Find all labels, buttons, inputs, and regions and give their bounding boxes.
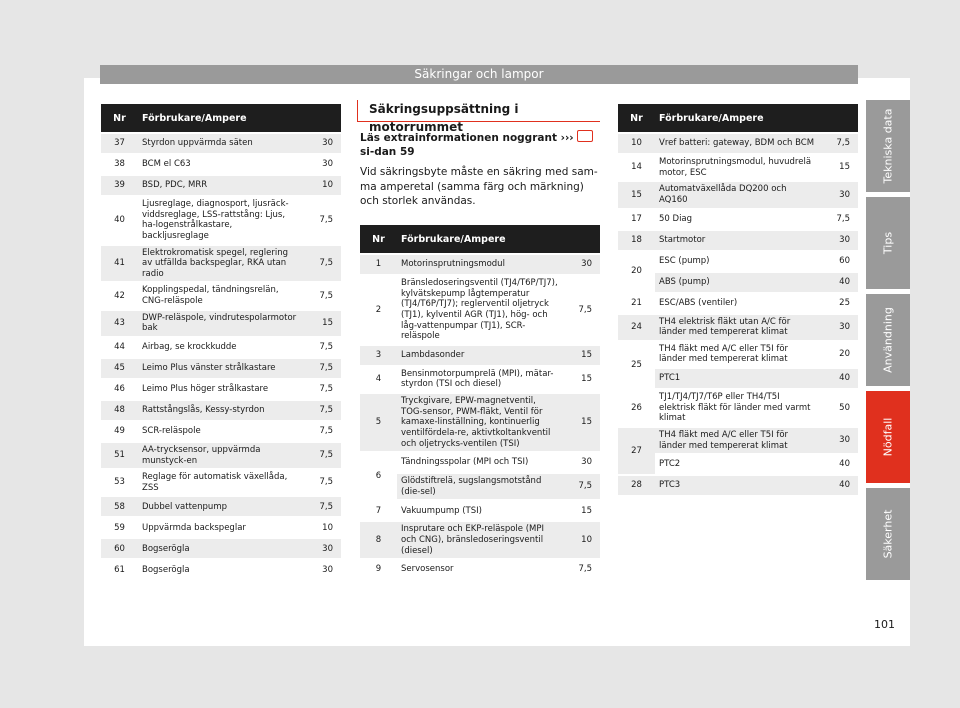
fuse-consumer: TH4 elektrisk fläkt utan A/C för länder med tempererat klimat: [655, 315, 821, 340]
tab-tekniska-data[interactable]: Tekniska data: [866, 100, 910, 192]
fuse-nr: 9: [360, 560, 397, 579]
fuse-nr: 46: [101, 380, 138, 399]
table-row: [360, 522, 600, 558]
intro-bold: Läs extrainformationen noggrant: [360, 132, 557, 144]
table-row: [101, 197, 341, 244]
fuse-nr: 1: [360, 255, 397, 274]
fuse-ampere: 20: [821, 342, 858, 367]
chapter-header: Säkringar och lampor: [100, 65, 858, 84]
fuse-ampere: 30: [304, 560, 341, 579]
fuse-consumer: Dubbel vattenpump: [138, 497, 304, 516]
fuse-ampere: 7,5: [304, 283, 341, 308]
col-consumer: Förbrukare/Ampere: [655, 104, 858, 132]
table-row: [618, 315, 858, 340]
fuse-nr: 27: [618, 428, 655, 474]
fuse-ampere: 30: [304, 539, 341, 558]
fuse-nr: 26: [618, 390, 655, 426]
fuse-ampere: 7,5: [304, 338, 341, 357]
fuse-consumer: Lambdasonder: [397, 346, 563, 365]
fuse-ampere: 7,5: [821, 134, 858, 153]
fuse-ampere: 7,5: [304, 359, 341, 378]
fuse-nr: 44: [101, 338, 138, 357]
fuse-ampere: 7,5: [304, 246, 341, 282]
table-row: [360, 276, 600, 344]
table-row: [618, 182, 858, 207]
fuse-nr: 14: [618, 155, 655, 180]
fuse-nr: 3: [360, 346, 397, 365]
fuse-consumer: Glödstiftrelä, sugslangsmotstånd (die-sel): [397, 474, 563, 499]
col-nr: Nr: [360, 225, 397, 253]
fuse-ampere: 7,5: [821, 210, 858, 229]
fuse-ampere: 15: [304, 311, 341, 336]
col-consumer: Förbrukare/Ampere: [138, 104, 341, 132]
table-row: [360, 453, 600, 472]
fuse-ampere: 25: [821, 294, 858, 313]
table-row: [101, 470, 341, 495]
fuse-consumer: ESC (pump): [655, 252, 821, 271]
fuse-consumer: TH4 fläkt med A/C eller T5I för länder med tempererat klimat: [655, 342, 821, 367]
fuse-nr: 15: [618, 182, 655, 207]
fuse-ampere: 30: [563, 255, 600, 274]
col-nr: Nr: [618, 104, 655, 132]
fuse-ampere: 7,5: [563, 474, 600, 499]
fuse-ampere: 40: [821, 369, 858, 388]
intro-paragraph: Vid säkringsbyte måste en säkring med sam-ma amperetal (samma färg och märkning) och storlek användas.: [360, 166, 598, 207]
fuse-nr: 20: [618, 252, 655, 292]
fuse-ampere: 30: [304, 155, 341, 174]
fuse-ampere: 7,5: [304, 470, 341, 495]
fuse-nr: 58: [101, 497, 138, 516]
fuse-consumer: AA-trycksensor, uppvärmda munstyck-en: [138, 443, 304, 468]
table-row: [101, 134, 341, 153]
fuse-ampere: 15: [821, 155, 858, 180]
fuse-nr: 53: [101, 470, 138, 495]
fuse-consumer: Tändningsspolar (MPI och TSI): [397, 453, 563, 472]
fuse-consumer: PTC3: [655, 476, 821, 495]
table-row: [618, 134, 858, 153]
fuse-nr: 10: [618, 134, 655, 153]
fuse-consumer: Rattstångslås, Kessy-styrdon: [138, 401, 304, 420]
fuse-nr: 38: [101, 155, 138, 174]
fuse-ampere: 7,5: [304, 497, 341, 516]
fuse-nr: 42: [101, 283, 138, 308]
table-row: [101, 380, 341, 399]
fuse-consumer: Reglage för automatisk växellåda, ZSS: [138, 470, 304, 495]
fuse-nr: 61: [101, 560, 138, 579]
table-row: [101, 497, 341, 516]
fuse-consumer: Automatväxellåda DQ200 och AQ160: [655, 182, 821, 207]
fuse-nr: 37: [101, 134, 138, 153]
table-row: [101, 338, 341, 357]
table-row: [101, 518, 341, 537]
fuse-ampere: 30: [304, 134, 341, 153]
fuse-ampere: 15: [563, 394, 600, 451]
fuse-nr: 24: [618, 315, 655, 340]
fuse-nr: 4: [360, 367, 397, 392]
table-row: [618, 476, 858, 495]
table-row: [618, 428, 858, 453]
fuse-consumer: Elektrokromatisk spegel, reglering av utfällda backspeglar, RKA utan radio: [138, 246, 304, 282]
fuse-nr: 41: [101, 246, 138, 282]
fuse-consumer: ESC/ABS (ventiler): [655, 294, 821, 313]
table-row: [360, 394, 600, 451]
fuse-consumer: Kopplingspedal, tändningsrelän, CNG-reläspole: [138, 283, 304, 308]
fuse-consumer: Startmotor: [655, 231, 821, 250]
fuse-ampere: 7,5: [304, 197, 341, 244]
table-row: [360, 367, 600, 392]
fuse-consumer: PTC1: [655, 369, 821, 388]
fuse-ampere: 7,5: [304, 443, 341, 468]
warning-icon: [577, 130, 593, 142]
fuse-consumer: 50 Diag: [655, 210, 821, 229]
fuse-consumer: BCM el C63: [138, 155, 304, 174]
table-row: [101, 443, 341, 468]
fuse-ampere: 15: [563, 501, 600, 520]
fuse-consumer: PTC2: [655, 455, 821, 474]
fuse-consumer: Uppvärmda backspeglar: [138, 518, 304, 537]
chapter-tabs: [866, 100, 910, 585]
fuse-consumer: Tryckgivare, EPW-magnetventil, TOG-sensor, PWM-fläkt, Ventil för kamaxe-linställning, kontinuerlig ventilfördela-re, aktivtkoltankventil och oljetrycks-ventilen (TSI): [397, 394, 563, 451]
fuse-ampere: 30: [563, 453, 600, 472]
fuse-nr: 48: [101, 401, 138, 420]
table-row: [101, 539, 341, 558]
table-row: [360, 255, 600, 274]
fuse-table-right: [618, 102, 858, 497]
fuse-consumer: SCR-reläspole: [138, 422, 304, 441]
fuse-nr: 60: [101, 539, 138, 558]
table-row: [360, 501, 600, 520]
tab-tips[interactable]: Tips: [866, 197, 910, 289]
fuse-consumer: Bensinmotorpumprelä (MPI), mätar-styrdon (TSI och diesel): [397, 367, 563, 392]
fuse-table-left: [101, 102, 341, 581]
table-row: [618, 294, 858, 313]
fuse-ampere: 7,5: [304, 422, 341, 441]
fuse-consumer: ABS (pump): [655, 273, 821, 292]
fuse-ampere: 10: [304, 518, 341, 537]
fuse-nr: 21: [618, 294, 655, 313]
tab-anvandning[interactable]: Användning: [866, 294, 910, 386]
fuse-ampere: 40: [821, 476, 858, 495]
intro-tail: si-dan 59: [360, 146, 415, 159]
page-number: 101: [874, 618, 895, 631]
col-consumer: Förbrukare/Ampere: [397, 225, 600, 253]
fuse-ampere: 15: [563, 346, 600, 365]
fuse-nr: 7: [360, 501, 397, 520]
fuse-ampere: 30: [821, 231, 858, 250]
fuse-consumer: Ljusreglage, diagnosport, ljusräck-viddsreglage, LSS-rattstång: Ljus, ha-logenstrålkastare, backljusreglage: [138, 197, 304, 244]
fuse-consumer: Styrdon uppvärmda säten: [138, 134, 304, 153]
table-row: [618, 231, 858, 250]
fuse-consumer: Motorinsprutningsmodul: [397, 255, 563, 274]
fuse-ampere: 10: [563, 522, 600, 558]
fuse-ampere: 30: [821, 315, 858, 340]
fuse-ampere: 50: [821, 390, 858, 426]
fuse-nr: 39: [101, 176, 138, 195]
fuse-ampere: 7,5: [304, 380, 341, 399]
fuse-ampere: 40: [821, 455, 858, 474]
table-row: [101, 155, 341, 174]
table-row: [618, 390, 858, 426]
fuse-consumer: Leimo Plus höger strålkastare: [138, 380, 304, 399]
fuse-nr: 59: [101, 518, 138, 537]
col-nr: Nr: [101, 104, 138, 132]
table-row: [360, 346, 600, 365]
table-row: [101, 359, 341, 378]
fuse-consumer: Airbag, se krockkudde: [138, 338, 304, 357]
fuse-nr: 49: [101, 422, 138, 441]
fuse-nr: 51: [101, 443, 138, 468]
fuse-consumer: Servosensor: [397, 560, 563, 579]
fuse-nr: 18: [618, 231, 655, 250]
intro-arrows: ›››: [560, 132, 574, 144]
intro-text-block: [360, 130, 600, 214]
fuse-table-middle: [360, 223, 600, 581]
table-row: [618, 210, 858, 229]
table-row: [101, 560, 341, 579]
fuse-nr: 5: [360, 394, 397, 451]
fuse-consumer: Insprutare och EKP-reläspole (MPI och CNG), bränsledoseringsventil (diesel): [397, 522, 563, 558]
fuse-consumer: Leimo Plus vänster strålkastare: [138, 359, 304, 378]
section-title: Säkringsuppsättning i motorrummet: [357, 100, 600, 122]
fuse-consumer: TH4 fläkt med A/C eller T5I för länder med tempererat klimat: [655, 428, 821, 453]
fuse-nr: 6: [360, 453, 397, 499]
fuse-consumer: TJ1/TJ4/TJ7/T6P eller TH4/T5I elektrisk fläkt för länder med varmt klimat: [655, 390, 821, 426]
fuse-consumer: Bogserögla: [138, 539, 304, 558]
tab-sakerhet[interactable]: Säkerhet: [866, 488, 910, 580]
table-row: [618, 342, 858, 367]
fuse-consumer: Motorinsprutningsmodul, huvudrelä motor, ESC: [655, 155, 821, 180]
table-row: [360, 560, 600, 579]
fuse-nr: 45: [101, 359, 138, 378]
fuse-ampere: 60: [821, 252, 858, 271]
fuse-nr: 2: [360, 276, 397, 344]
fuse-ampere: 10: [304, 176, 341, 195]
fuse-consumer: DWP-reläspole, vindrutespolarmotor bak: [138, 311, 304, 336]
fuse-ampere: 15: [563, 367, 600, 392]
fuse-consumer: Bogserögla: [138, 560, 304, 579]
table-row: [618, 155, 858, 180]
tab-nodfall[interactable]: Nödfall: [866, 391, 910, 483]
table-row: [101, 283, 341, 308]
fuse-consumer: Bränsledoseringsventil (TJ4/T6P/TJ7), kylvätskepump lågtemperatur (TJ4/T6P/TJ7); reglerventil oljetryck (TJ1), kylventil AGR (TJ1), hög- och låg-vattenpumpar (TJ1), SCR-reläspole: [397, 276, 563, 344]
fuse-nr: 25: [618, 342, 655, 388]
fuse-ampere: 30: [821, 428, 858, 453]
table-row: [101, 311, 341, 336]
fuse-ampere: 7,5: [563, 276, 600, 344]
fuse-ampere: 40: [821, 273, 858, 292]
fuse-consumer: Vakuumpump (TSI): [397, 501, 563, 520]
table-row: [101, 401, 341, 420]
fuse-nr: 28: [618, 476, 655, 495]
fuse-nr: 17: [618, 210, 655, 229]
table-row: [618, 252, 858, 271]
fuse-ampere: 7,5: [563, 560, 600, 579]
table-row: [101, 176, 341, 195]
fuse-nr: 40: [101, 197, 138, 244]
table-row: [101, 422, 341, 441]
fuse-consumer: BSD, PDC, MRR: [138, 176, 304, 195]
fuse-nr: 8: [360, 522, 397, 558]
fuse-ampere: 30: [821, 182, 858, 207]
fuse-nr: 43: [101, 311, 138, 336]
table-row: [101, 246, 341, 282]
fuse-ampere: 7,5: [304, 401, 341, 420]
fuse-consumer: Vref batteri: gateway, BDM och BCM: [655, 134, 821, 153]
